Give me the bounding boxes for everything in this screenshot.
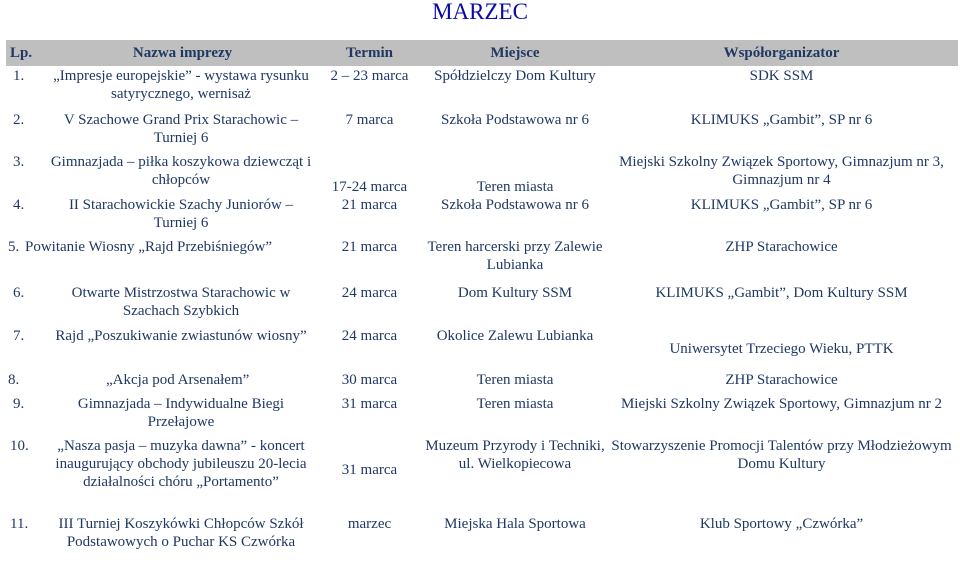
date-cell: 30 marca — [341, 371, 398, 388]
date-cell: 21 marca — [341, 196, 398, 213]
org-cell: KLIMUKS „Gambit”, SP nr 6 — [690, 111, 873, 128]
name-cell — [6, 196, 314, 238]
date-cell: 2 – 23 marca — [330, 68, 409, 84]
table-row — [6, 284, 958, 327]
row-number: 6. — [13, 284, 25, 301]
event-name: III Turniej Koszykówki Chłopców Szkół Podstawowych o Puchar KS Czwórka — [58, 515, 304, 550]
row-number: 7. — [13, 327, 25, 344]
date-cell: 17-24 marca — [331, 178, 408, 195]
table-row — [6, 153, 958, 196]
event-name: II Starachowickie Szachy Juniorów – Turniej 6 — [68, 196, 294, 231]
table-row — [6, 371, 958, 395]
table-row — [6, 67, 958, 111]
date-cell: 31 marca — [341, 395, 398, 412]
row-number: 9. — [13, 395, 25, 412]
header-date: Termin — [314, 40, 425, 67]
name-cell — [6, 395, 314, 437]
date-cell: 24 marca — [341, 327, 398, 344]
event-name: Otwarte Mistrzostwa Starachowic w Szachach Szybkich — [71, 284, 291, 319]
name-cell — [6, 284, 314, 327]
place-cell: Szkoła Podstawowa nr 6 — [441, 111, 589, 128]
date-cell: 21 marca — [341, 238, 398, 255]
org-cell: Uniwersytet Trzeciego Wieku, PTTK — [669, 340, 894, 357]
name-cell — [6, 327, 314, 371]
place-cell: Szkoła Podstawowa nr 6 — [441, 196, 589, 213]
place-cell: Spółdzielczy Dom Kultury — [434, 68, 596, 84]
date-cell: 7 marca — [345, 111, 394, 128]
org-cell: Stowarzyszenie Promocji Talentów przy Młodzieżowym Domu Kultury — [611, 437, 952, 472]
name-cell — [6, 437, 314, 515]
table-row — [6, 111, 958, 153]
table-row — [6, 327, 958, 371]
name-cell — [6, 111, 314, 153]
name-cell — [6, 67, 314, 111]
org-cell: SDK SSM — [749, 68, 814, 84]
header-place: Miejsce — [425, 40, 605, 67]
table-row — [6, 437, 958, 515]
header-name-cell — [6, 40, 314, 67]
name-cell — [6, 371, 314, 395]
event-name: „Akcja pod Arsenałem” — [106, 371, 250, 388]
name-cell — [6, 238, 314, 284]
row-number: 4. — [13, 196, 25, 213]
place-cell: Teren miasta — [476, 395, 554, 412]
row-number: 2. — [13, 111, 25, 128]
org-cell: KLIMUKS „Gambit”, Dom Kultury SSM — [655, 284, 908, 301]
name-cell — [6, 515, 314, 557]
org-cell: Klub Sportowy „Czwórka” — [699, 515, 864, 532]
event-name: Gimnazjada – piłka koszykowa dziewcząt i chłopców — [50, 153, 312, 188]
org-cell: KLIMUKS „Gambit”, SP nr 6 — [690, 196, 873, 213]
row-number: 10. — [10, 437, 29, 454]
org-cell: Miejski Szkolny Związek Sportowy, Gimnazjum nr 2 — [620, 395, 943, 412]
header-name: Nazwa imprezy — [132, 44, 233, 61]
row-number: 8. — [8, 371, 20, 388]
date-cell: 24 marca — [341, 284, 398, 301]
place-cell: Miejska Hala Sportowa — [444, 515, 586, 532]
table-row — [6, 196, 958, 238]
date-cell: 31 marca — [341, 461, 398, 478]
row-number: 3. — [13, 153, 25, 170]
org-cell: ZHP Starachowice — [725, 371, 838, 388]
events-table — [6, 39, 958, 557]
event-name: Rajd „Poszukiwanie zwiastunów wiosny” — [55, 327, 307, 344]
place-cell: Dom Kultury SSM — [457, 284, 573, 301]
place-cell: Teren harcerski przy Zalewie Lubianka — [427, 238, 603, 273]
header-org: Współorganizator — [605, 40, 958, 67]
place-cell: Teren miasta — [476, 371, 554, 388]
table-row — [6, 395, 958, 437]
page-title: MARZEC — [432, 0, 528, 24]
event-name: V Szachowe Grand Prix Starachowic – Turniej 6 — [63, 111, 299, 146]
row-number: 1. — [13, 68, 25, 84]
org-cell: ZHP Starachowice — [725, 238, 838, 255]
header-lp: Lp. — [10, 44, 33, 61]
row-number: 11. — [10, 515, 29, 532]
name-cell — [6, 153, 314, 196]
date-cell: marzec — [347, 515, 392, 532]
org-cell: Miejski Szkolny Związek Sportowy, Gimnazjum nr 3, Gimnazjum nr 4 — [619, 153, 944, 188]
row-number: 5. — [8, 238, 20, 255]
event-name: „Impresje europejskie” - wystawa rysunku satyrycznego, wernisaż — [53, 68, 309, 102]
place-cell: Muzeum Przyrody i Techniki, ul. Wielkopiecowa — [425, 437, 605, 472]
place-cell: Teren miasta — [476, 178, 554, 195]
place-cell: Okolice Zalewu Lubianka — [436, 327, 594, 344]
event-name: Powitanie Wiosny „Rajd Przebiśniegów” — [25, 238, 272, 255]
table-row — [6, 515, 958, 557]
header-row — [6, 40, 958, 67]
event-name: Gimnazjada – Indywidualne Biegi Przełajowe — [77, 395, 285, 430]
event-name: „Nasza pasja – muzyka dawna” - koncert inaugurujący obchody jubileuszu 20-lecia działalności chóru „Portamento” — [55, 437, 307, 490]
table-row — [6, 238, 958, 284]
